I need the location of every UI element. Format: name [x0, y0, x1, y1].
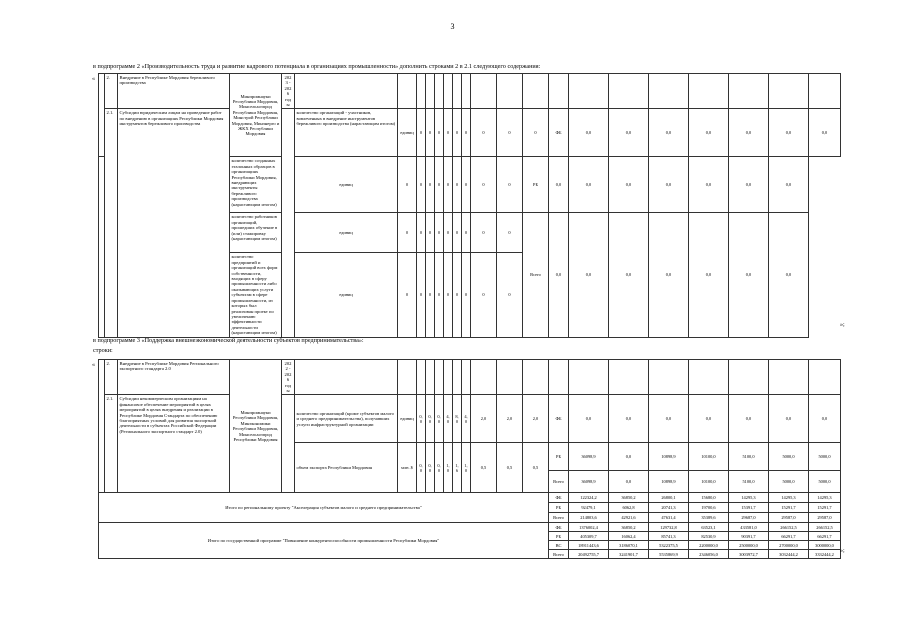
indicator-value: 0	[453, 213, 462, 253]
finance-source: Всего	[549, 550, 569, 559]
finance-value: 0,0	[809, 109, 841, 157]
row-number: 2.	[105, 360, 118, 395]
page-number: 3	[450, 22, 455, 31]
indicator-value: 0	[417, 253, 426, 337]
indicator-value: 2,0	[471, 395, 497, 443]
total-value: 3241901,7	[609, 550, 649, 559]
total-value: 36850,2	[609, 523, 649, 532]
finance-value: 0,0	[769, 395, 809, 443]
finance-value: 10100,0	[689, 471, 729, 493]
finance-value: 0,0	[689, 395, 729, 443]
paragraph-rows: строки:	[93, 347, 113, 354]
total-value: 42921,6	[609, 513, 649, 523]
indicator-value: 0	[471, 253, 497, 337]
indicator-value: 0,0	[426, 395, 435, 443]
indicator-value: 0	[435, 157, 444, 213]
indicator-value: 0,5	[471, 443, 497, 493]
indicator-value: 0,0	[417, 443, 426, 493]
executors: Минпромнауки Республики Мордовия, Минсельхозпрод Республики Мордовия, Минстрой Республики Мордовия, Минэнерго и ЖКХ Республики Мордовия	[230, 74, 282, 157]
total-value: 14295,3	[769, 493, 809, 503]
executors: Минпромнауки Республики Мордовия, Минэкономики Республики Мордовия, Минсельхозпрод Республики Мордовия	[230, 360, 282, 493]
total-value: 19700,6	[689, 503, 729, 513]
indicator-value: 0	[426, 109, 435, 157]
finance-value: 0,0	[689, 157, 729, 213]
total-value: 6062,8	[609, 503, 649, 513]
total-value: 29587,0	[809, 513, 841, 523]
indicator-value: 0	[462, 213, 471, 253]
finance-source: ФБ	[549, 523, 569, 532]
total-value: 3000000,0	[809, 541, 841, 550]
indicator-unit: единиц	[295, 253, 398, 337]
indicator-value: 0	[497, 213, 523, 253]
total-value: 1376002,4	[569, 523, 609, 532]
indicator-value: 2,0	[497, 395, 523, 443]
indicator-name: количество организаций (кроме субъектов малого и среднего предпринимательства), получивших услуги инфраструктурной организации	[295, 395, 398, 443]
total-value: 85741,3	[649, 532, 689, 541]
indicator-name: количество предприятий и организаций всех форм собственности, входящих в сферу промышленности либо оказывающих услуги субъектам в сфере промышленности, из которых был реализован проект по увеличению эффективности деятельности (нарастающим итогом)	[230, 253, 282, 337]
finance-value: 0,0	[769, 109, 809, 157]
indicator-value: 0	[462, 109, 471, 157]
years: 2023 - 2026 годы	[282, 74, 295, 109]
finance-value: 0,0	[649, 157, 689, 213]
total-regional-project-label: Итого по региональному проекту "Акселерация субъектов малого и среднего предпринимательства"	[99, 493, 549, 523]
total-value: 20492755,7	[569, 550, 609, 559]
total-value: 15391,7	[729, 503, 769, 513]
table-row	[99, 523, 841, 532]
indicator-value: 0	[523, 109, 549, 157]
finance-value: 5000,0	[769, 443, 809, 471]
indicator-unit: единиц	[295, 157, 398, 213]
finance-value: 0,0	[729, 213, 769, 337]
indicator-value: 0	[444, 157, 453, 213]
indicator-value: 4,0	[444, 395, 453, 443]
indicator-value: 0	[453, 253, 462, 337]
finance-value: 0,0	[649, 395, 689, 443]
indicator-value: 0	[435, 253, 444, 337]
finance-value: 0,0	[729, 109, 769, 157]
finance-value: 0,0	[569, 157, 609, 213]
total-value: 214803,6	[569, 513, 609, 523]
indicator-value: 0	[471, 109, 497, 157]
table-subprogram-3	[98, 359, 841, 559]
finance-value: 0,0	[649, 213, 689, 337]
indicator-value: 0	[417, 213, 426, 253]
indicator-value: 8,0	[453, 395, 462, 443]
close-quote-2: »;	[840, 548, 845, 554]
total-value: 47631,4	[649, 513, 689, 523]
finance-source: Всего	[549, 471, 569, 493]
total-value: 29687,0	[729, 513, 769, 523]
finance-value: 0,0	[729, 157, 769, 213]
total-value: 90391,7	[729, 532, 769, 541]
total-value: 36850,2	[609, 493, 649, 503]
years: 2022 - 2026 годы	[282, 360, 295, 395]
total-value: 15291,7	[809, 503, 841, 513]
table-row	[99, 360, 841, 395]
finance-value: 36098,9	[569, 443, 609, 471]
finance-value: 0,0	[569, 395, 609, 443]
finance-value: 0,0	[809, 395, 841, 443]
finance-value: 0,0	[569, 213, 609, 337]
finance-value: 10100,0	[689, 443, 729, 471]
finance-value: 5000,0	[809, 471, 841, 493]
table-row	[99, 395, 841, 443]
event-name: Внедрение в Республике Мордовия бережливого производства	[118, 74, 230, 109]
indicator-value: 1,0	[462, 443, 471, 493]
indicator-value: 0	[453, 109, 462, 157]
indicator-value: 1,0	[444, 443, 453, 493]
total-value: 26800,1	[649, 493, 689, 503]
indicator-value: 0	[497, 109, 523, 157]
total-value: 266152,5	[769, 523, 809, 532]
finance-source: ФБ	[549, 395, 569, 443]
finance-value: 5100,0	[729, 443, 769, 471]
total-value: 3186070,1	[609, 541, 649, 550]
paragraph-subprogram-3: в подпрограмме 3 «Поддержка внешнеэкономической деятельности субъектов предпринимательства»:	[93, 337, 364, 344]
indicator-value: 0	[417, 157, 426, 213]
indicator-value: 0,0	[426, 443, 435, 493]
total-value: 14295,3	[729, 493, 769, 503]
total-value: 122324,2	[569, 493, 609, 503]
indicator-value: 0	[398, 213, 417, 253]
indicator-value: 0	[453, 157, 462, 213]
total-value: 66291,7	[769, 532, 809, 541]
indicator-value: 0	[426, 213, 435, 253]
indicator-name: количество работников организаций, прошедших обучение в (или) стажировку (нарастающим итогом)	[230, 213, 282, 253]
finance-source: ФБ	[549, 493, 569, 503]
total-value: 29587,0	[769, 513, 809, 523]
finance-value: 0,0	[549, 157, 569, 213]
indicator-value: 0	[444, 109, 453, 157]
event-name: Внедрение в Республике Мордовия Регионального экспортного стандарта 2.0	[118, 360, 230, 395]
finance-value: 0,0	[689, 109, 729, 157]
indicator-value: 0	[417, 109, 426, 157]
finance-value: 0,0	[689, 213, 729, 337]
finance-value: 0,0	[609, 109, 649, 157]
indicator-value: 0	[426, 157, 435, 213]
total-value: 66291,7	[809, 532, 841, 541]
indicator-value: 0	[444, 213, 453, 253]
finance-source: Всего	[523, 213, 549, 337]
total-value: 2346056,0	[689, 550, 729, 559]
total-state-program-label: Итого по государственной программе "Повышение конкурентоспособности промышленности Республики Мордовия"	[99, 523, 549, 559]
finance-value: 0,0	[609, 443, 649, 471]
table-row	[99, 493, 841, 503]
finance-value: 36098,9	[569, 471, 609, 493]
indicator-value: 4,0	[462, 395, 471, 443]
table-subprogram-2	[98, 73, 841, 338]
finance-value: 5000,0	[769, 471, 809, 493]
indicator-name: объем экспорта Республики Мордовия	[295, 443, 398, 493]
finance-value: 0,0	[729, 395, 769, 443]
table-row	[99, 109, 841, 157]
indicator-unit: единиц	[295, 213, 398, 253]
table-row	[99, 74, 841, 109]
finance-source: РБ	[523, 157, 549, 213]
indicator-value: 0	[471, 157, 497, 213]
close-quote-1: »;	[840, 322, 845, 328]
finance-value: 0,0	[609, 157, 649, 213]
finance-value: 0,0	[649, 109, 689, 157]
finance-value: 10898,9	[649, 471, 689, 493]
finance-value: 5000,0	[809, 443, 841, 471]
indicator-value: 0	[471, 213, 497, 253]
indicator-value: 0	[398, 253, 417, 337]
total-value: 35389,6	[689, 513, 729, 523]
indicator-value: 0	[398, 157, 417, 213]
open-quote-2: «	[92, 362, 95, 368]
indicator-value: 0	[426, 253, 435, 337]
total-value: 2500000,0	[729, 541, 769, 550]
finance-value: 5100,0	[729, 471, 769, 493]
finance-value: 0,0	[569, 109, 609, 157]
total-value: 15291,7	[769, 503, 809, 513]
indicator-name: количество созданных эталонных образцов в организациях Республики Мордовия, внедряющих инструменты бережливого производства (нарастающим итогом)	[230, 157, 282, 213]
indicator-value: 0	[462, 253, 471, 337]
indicator-value: 0,5	[497, 443, 523, 493]
total-value: 3003972,7	[729, 550, 769, 559]
total-value: 5322375,5	[649, 541, 689, 550]
total-value: 405309,7	[569, 532, 609, 541]
total-value: 3332444,2	[809, 550, 841, 559]
total-value: 266152,5	[809, 523, 841, 532]
indicator-unit: млн. $	[398, 443, 417, 493]
finance-value: 10898,9	[649, 443, 689, 471]
finance-value: 0,0	[769, 213, 809, 337]
indicator-name: количество организаций - участников, вовлеченных в внедрение инструментов бережливого производства (нарастающим итогом)	[295, 109, 398, 157]
indicator-value: 0	[462, 157, 471, 213]
indicator-unit: единиц	[398, 109, 417, 157]
paragraph-subprogram-2: в подпрограмме 2 «Производительность труда и развитие кадрового потенциала в организациях промышленности» дополнить строками 2 в 2.1 следующего содержания:	[93, 63, 541, 70]
indicator-value: 0	[444, 253, 453, 337]
indicator-value: 0	[435, 109, 444, 157]
total-value: 2700000,0	[769, 541, 809, 550]
indicator-unit: единиц	[398, 395, 417, 443]
indicator-value: 0	[497, 157, 523, 213]
open-quote-1: «	[92, 76, 95, 82]
finance-value: 0,0	[769, 157, 809, 213]
finance-source: ВС	[549, 541, 569, 550]
finance-source: ФБ	[549, 109, 569, 157]
total-value: 3032444,2	[769, 550, 809, 559]
event-name: Субсидии некоммерческим организациям на финансовое обеспечение мероприятий в целях мероприятий в целях внедрения и реализации в Республике Мордовия Стандарта по обеспечению благоприятных условий для развития экспортной деятельности в субъектах Российской Федерации (Регионального экспортного стандарт 2.0)	[118, 395, 230, 493]
indicator-value: 0,0	[417, 395, 426, 443]
total-value: 20741,3	[649, 503, 689, 513]
row-number: 2.1.	[105, 395, 118, 493]
finance-source: РБ	[549, 503, 569, 513]
total-value: 18911443,6	[569, 541, 609, 550]
total-value: 63523,1	[689, 523, 729, 532]
indicator-value: 1,6	[453, 443, 462, 493]
total-value: 2200000,0	[689, 541, 729, 550]
row-number: 2.1.	[105, 109, 118, 337]
finance-value: 0,0	[609, 213, 649, 337]
finance-value: 0,0	[609, 471, 649, 493]
total-value: 129732,8	[649, 523, 689, 532]
row-number: 2.	[105, 74, 118, 109]
total-value: 82530,9	[689, 532, 729, 541]
total-value: 15680,0	[689, 493, 729, 503]
indicator-value: 0,5	[523, 443, 549, 493]
total-value: 92479,1	[569, 503, 609, 513]
indicator-value: 2,0	[523, 395, 549, 443]
indicator-value: 0	[435, 213, 444, 253]
total-value: 16062,4	[609, 532, 649, 541]
total-value: 5535869,9	[649, 550, 689, 559]
total-value: 14295,3	[809, 493, 841, 503]
indicator-value: 0,0	[435, 395, 444, 443]
indicator-value: 0,0	[435, 443, 444, 493]
finance-source: РБ	[549, 443, 569, 471]
finance-value: 0,0	[549, 213, 569, 337]
total-value: 433581,0	[729, 523, 769, 532]
finance-source: Всего	[549, 513, 569, 523]
event-name: Субсидии юридическим лицам на проведение работ по внедрению в организациях Республики Мордовия инструментов бережливого производства	[118, 109, 230, 337]
finance-value: 0,0	[609, 395, 649, 443]
finance-source: РБ	[549, 532, 569, 541]
indicator-value: 0	[497, 253, 523, 337]
